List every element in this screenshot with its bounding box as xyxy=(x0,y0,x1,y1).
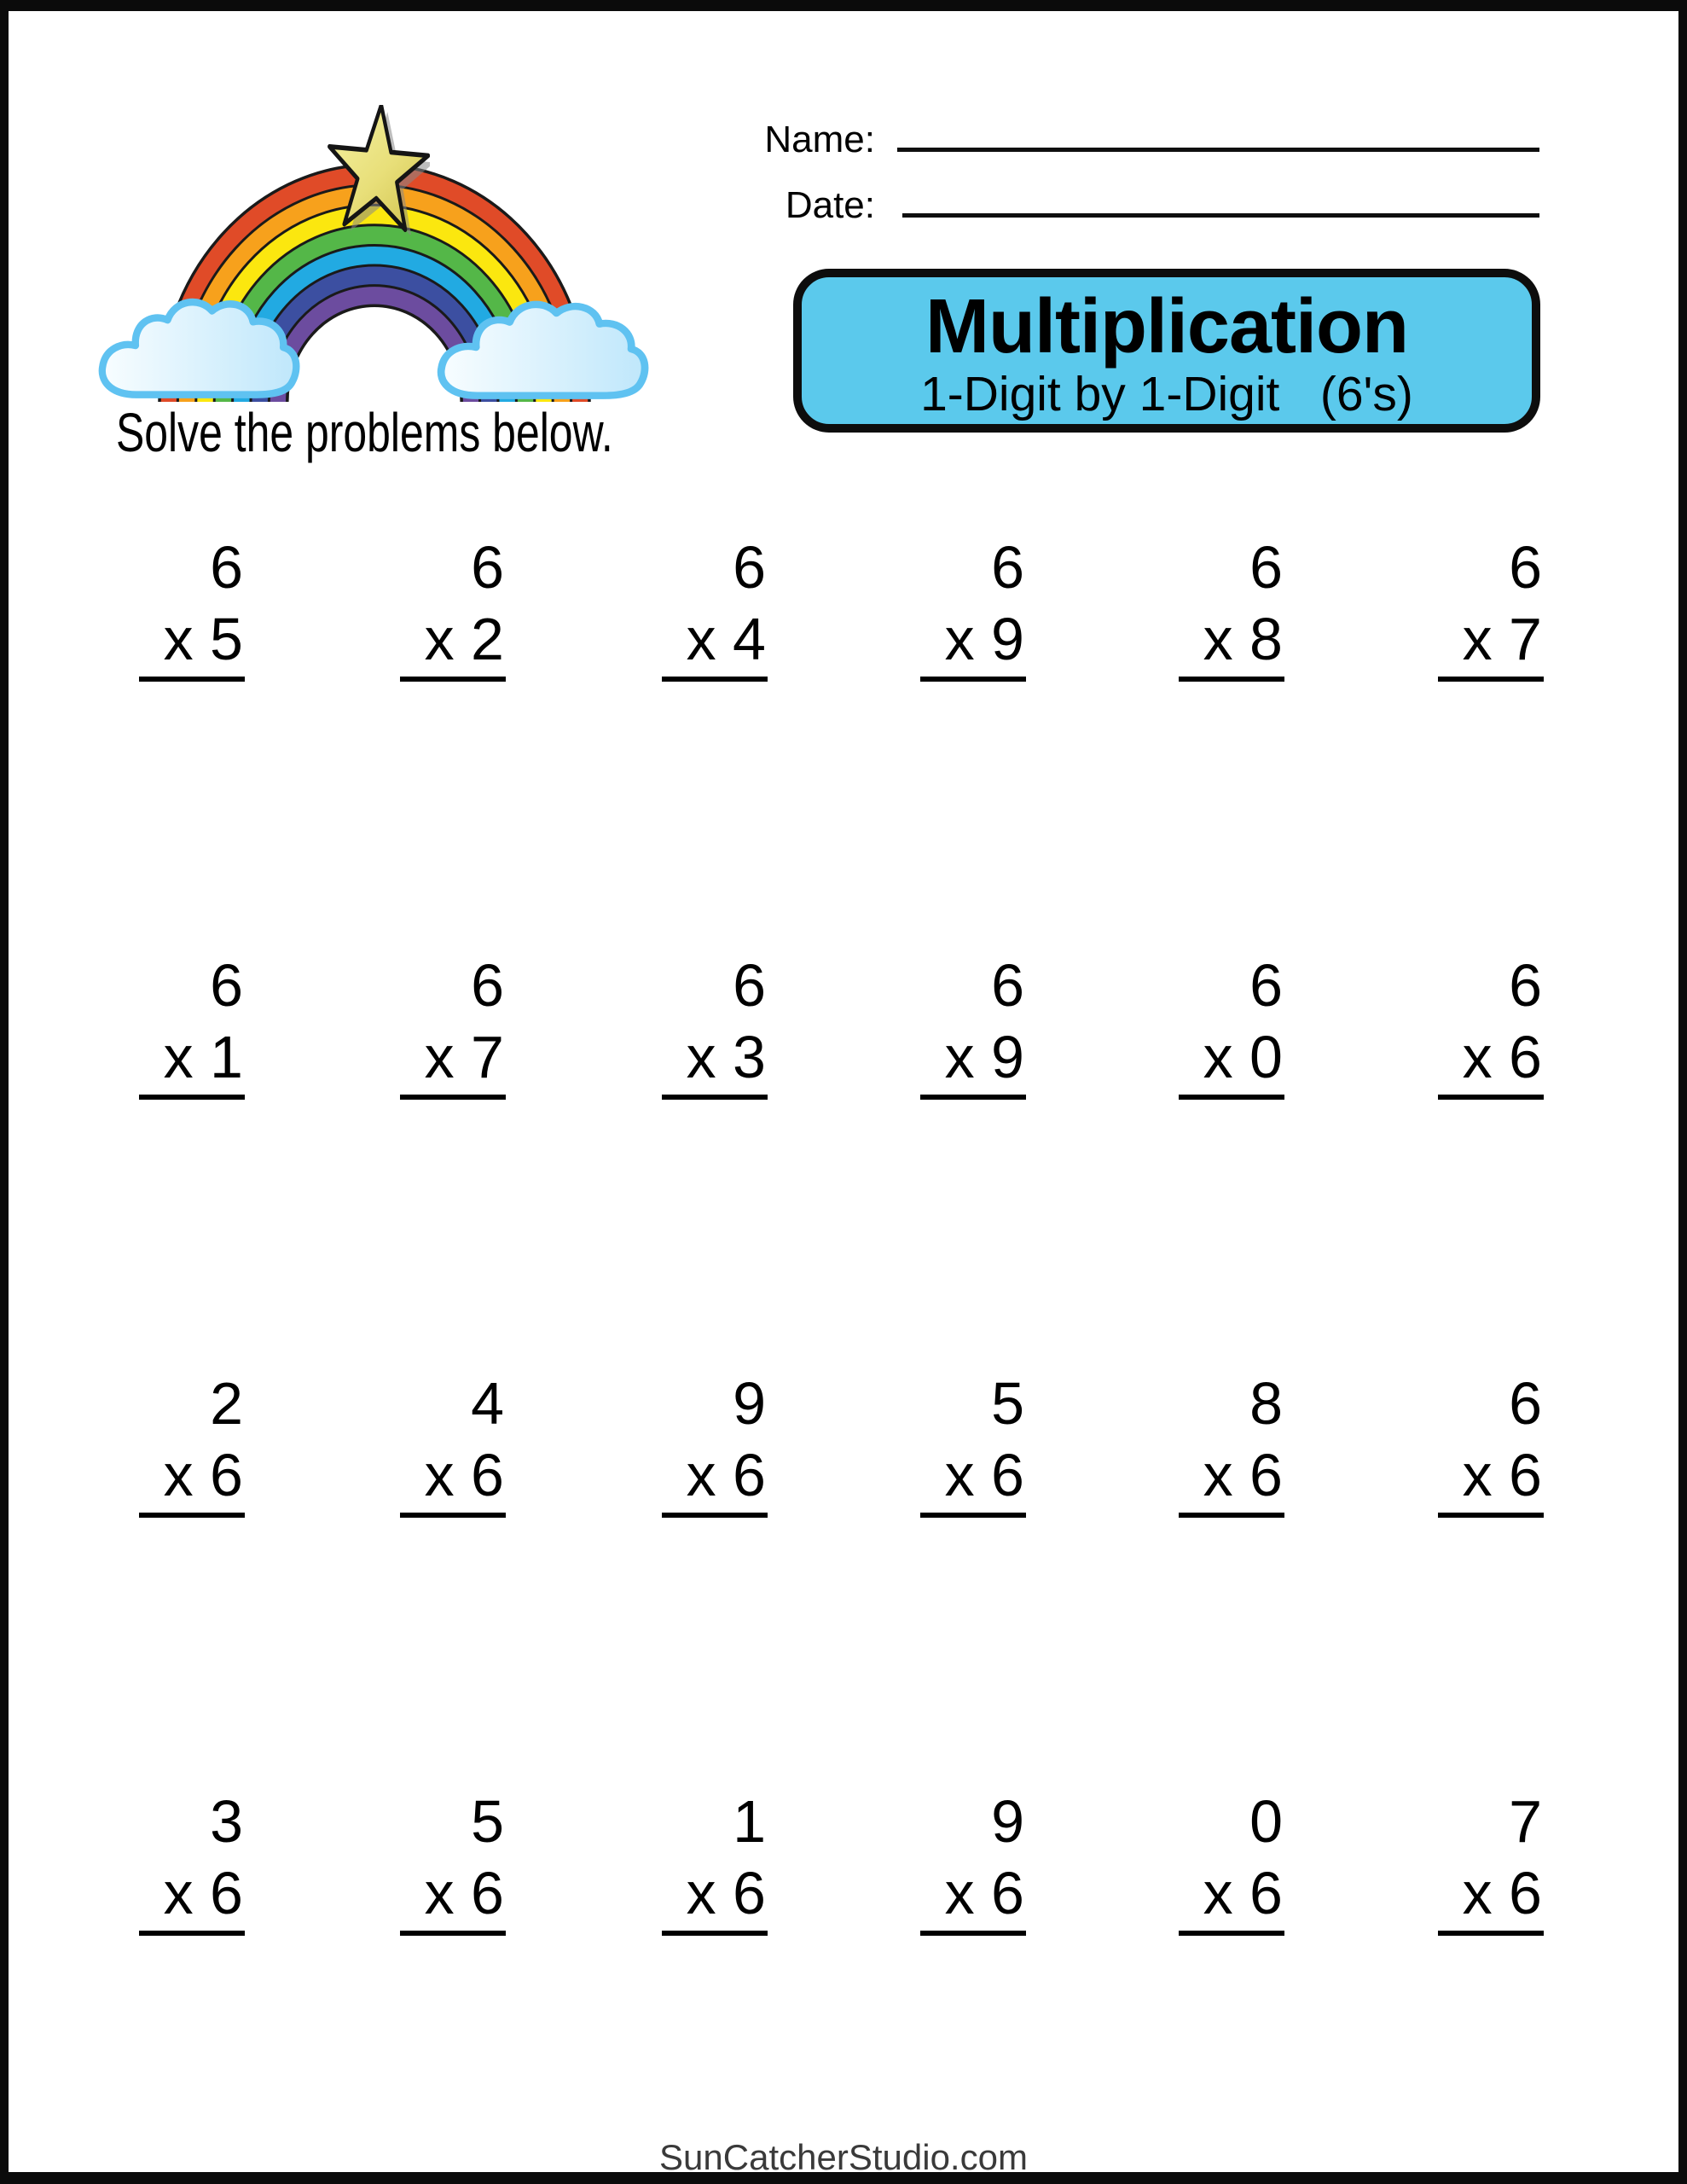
multiplier-row: x 3 xyxy=(686,1024,766,1090)
multiplier-row: x 6 xyxy=(944,1860,1024,1926)
cloud-icon xyxy=(435,293,650,401)
problem-cell xyxy=(920,1786,1026,1936)
multiplicand: 4 xyxy=(471,1370,504,1437)
problem-cell xyxy=(1438,950,1544,1100)
multiplier-row: x 6 xyxy=(424,1860,504,1926)
date-input-line xyxy=(902,213,1539,218)
problem-cell xyxy=(1179,1368,1284,1518)
multiplicand: 6 xyxy=(1249,952,1283,1019)
multiplicand: 9 xyxy=(733,1370,766,1437)
multiplicand: 6 xyxy=(1249,534,1283,601)
problem-cell xyxy=(920,950,1026,1100)
multiplicand: 6 xyxy=(991,952,1024,1019)
problem-cell xyxy=(662,950,768,1100)
multiplier-row: x 6 xyxy=(163,1860,243,1926)
multiplicand: 6 xyxy=(471,952,504,1019)
multiplier-row: x 6 xyxy=(1462,1860,1542,1926)
footer-site-credit: SunCatcherStudio.com xyxy=(659,2137,1028,2177)
multiplier-row: x 7 xyxy=(424,1024,504,1090)
multiplier-row: x 6 xyxy=(163,1442,243,1508)
multiplicand: 9 xyxy=(991,1788,1024,1855)
worksheet-subtitle: 1-Digit by 1-Digit (6's) xyxy=(920,367,1413,421)
multiplier-row: x 2 xyxy=(424,606,504,672)
multiplier-row: x 6 xyxy=(686,1860,766,1926)
problem-cell xyxy=(920,531,1026,682)
multiplicand: 6 xyxy=(1509,534,1542,601)
cloud-icon xyxy=(96,291,301,400)
multiplicand: 0 xyxy=(1249,1788,1283,1855)
multiplicand: 6 xyxy=(733,952,766,1019)
multiplicand: 2 xyxy=(210,1370,243,1437)
problem-cell xyxy=(400,950,506,1100)
problem-cell xyxy=(139,950,245,1100)
problem-cell xyxy=(1179,531,1284,682)
problem-cell xyxy=(139,1368,245,1518)
name-input-line xyxy=(897,148,1539,152)
problem-cell xyxy=(1438,1368,1544,1518)
problem-cell xyxy=(662,531,768,682)
problem-cell xyxy=(139,531,245,682)
multiplicand: 6 xyxy=(1509,1370,1542,1437)
problem-cell xyxy=(662,1786,768,1936)
paper-background xyxy=(9,11,1678,2177)
multiplier-row: x 6 xyxy=(1462,1442,1542,1508)
problem-cell xyxy=(1179,950,1284,1100)
title-banner xyxy=(793,269,1540,433)
multiplier-row: x 6 xyxy=(1462,1024,1542,1090)
star-icon xyxy=(326,105,430,235)
multiplier-row: x 6 xyxy=(1203,1442,1283,1508)
instructions-text: Solve the problems below. xyxy=(116,402,613,463)
multiplicand: 6 xyxy=(210,952,243,1019)
multiplicand: 5 xyxy=(991,1370,1024,1437)
multiplier-row: x 1 xyxy=(163,1024,243,1090)
multiplicand: 6 xyxy=(733,534,766,601)
problem-cell xyxy=(400,1786,506,1936)
problem-cell xyxy=(400,1368,506,1518)
multiplier-row: x 4 xyxy=(686,606,766,672)
multiplicand: 5 xyxy=(471,1788,504,1855)
multiplicand: 6 xyxy=(471,534,504,601)
problem-cell xyxy=(920,1368,1026,1518)
multiplier-row: x 6 xyxy=(686,1442,766,1508)
problem-cell xyxy=(1438,531,1544,682)
multiplicand: 6 xyxy=(1509,952,1542,1019)
multiplier-row: x 6 xyxy=(1203,1860,1283,1926)
multiplier-row: x 7 xyxy=(1462,606,1542,672)
multiplicand: 6 xyxy=(991,534,1024,601)
problem-cell xyxy=(139,1786,245,1936)
worksheet-title: Multiplication xyxy=(925,284,1408,369)
multiplicand: 6 xyxy=(210,534,243,601)
problem-cell xyxy=(1438,1786,1544,1936)
problem-cell xyxy=(400,531,506,682)
name-label: Name: xyxy=(764,119,875,160)
multiplier-row: x 6 xyxy=(424,1442,504,1508)
multiplicand: 8 xyxy=(1249,1370,1283,1437)
multiplier-row: x 9 xyxy=(944,606,1024,672)
date-label: Date: xyxy=(785,184,875,226)
multiplier-row: x 0 xyxy=(1203,1024,1283,1090)
multiplicand: 1 xyxy=(733,1788,766,1855)
multiplier-row: x 6 xyxy=(944,1442,1024,1508)
multiplicand: 7 xyxy=(1509,1788,1542,1855)
multiplier-row: x 9 xyxy=(944,1024,1024,1090)
multiplier-row: x 8 xyxy=(1203,606,1283,672)
problem-cell xyxy=(662,1368,768,1518)
multiplier-row: x 5 xyxy=(163,606,243,672)
problem-cell xyxy=(1179,1786,1284,1936)
multiplicand: 3 xyxy=(210,1788,243,1855)
